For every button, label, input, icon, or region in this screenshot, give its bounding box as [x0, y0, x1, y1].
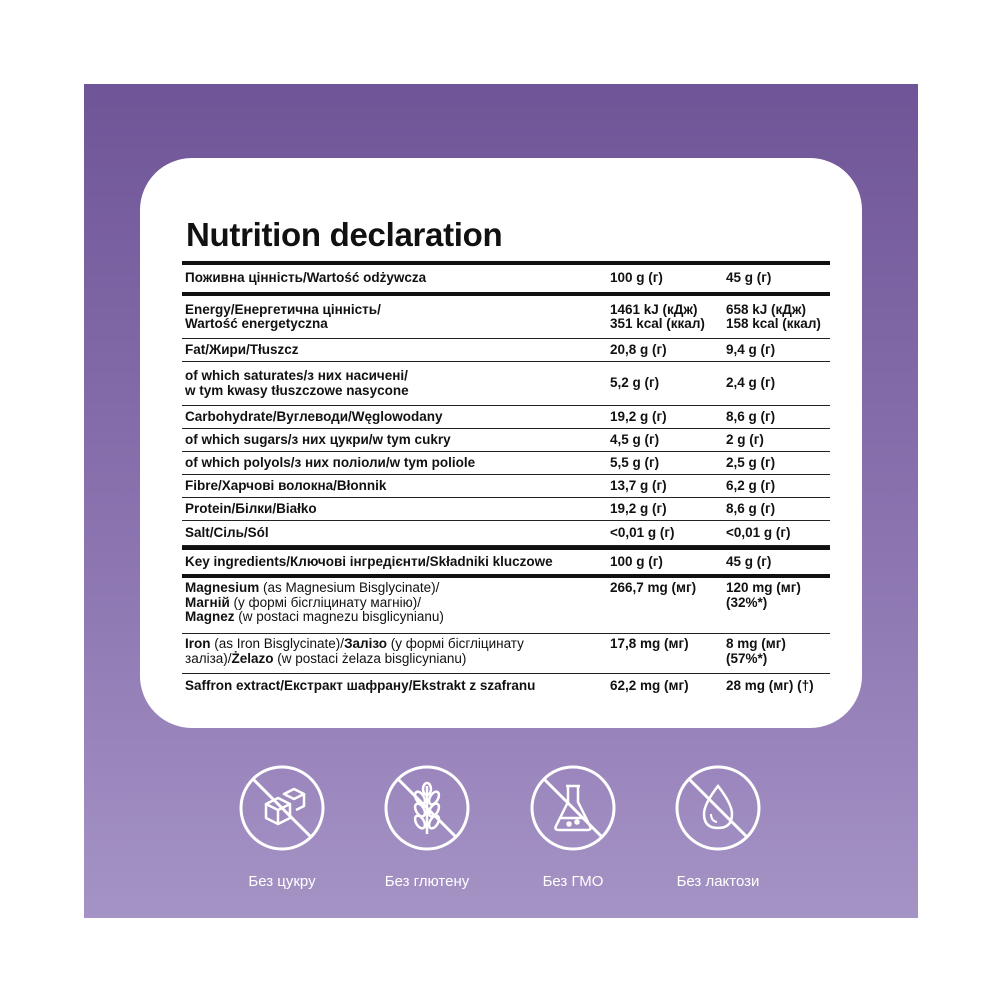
- table-row: [182, 406, 830, 429]
- key-ingredients-header: [182, 546, 830, 578]
- value-100g: 13,7 g (г): [610, 478, 667, 493]
- no-gluten-icon: [383, 764, 471, 852]
- value-45g: 8,6 g (г): [726, 409, 776, 424]
- no-gmo-icon: [529, 764, 617, 852]
- no-sugar-icon: [238, 764, 326, 852]
- value-45g: 28 mg (мг) (†): [726, 678, 814, 693]
- feature-label: Без глютену: [384, 873, 470, 890]
- value-100g: 62,2 mg (мг): [610, 678, 689, 693]
- value-100g: 17,8 mg (мг): [610, 637, 689, 651]
- row-label: Saffron extract/Екстракт шафрану/Ekstrakt z szafranu: [185, 678, 536, 693]
- table-row: [182, 429, 830, 452]
- value-45g: 158 kcal (ккал): [726, 316, 821, 331]
- value-45g-percent: (57%*): [726, 650, 768, 666]
- ingredient-name: Żelazo: [231, 650, 274, 666]
- ingredient-name: Magnez: [185, 609, 235, 624]
- feature-no-lactose: [663, 764, 773, 890]
- ingredient-form: (у формі бісгліцинату: [386, 637, 524, 651]
- value-45g: 2 g (г): [726, 432, 764, 447]
- value-45g: 120 mg (мг): [726, 581, 801, 595]
- value-100g: 19,2 g (г): [610, 501, 667, 516]
- table-row: [182, 578, 830, 634]
- feature-label: Без ГМО: [542, 873, 604, 890]
- nutrition-card: [140, 158, 862, 728]
- ingredient-name: Магній: [185, 594, 230, 610]
- row-label: Carbohydrate/Вуглеводи/Węglowodany: [185, 409, 443, 424]
- value-45g: 8,6 g (г): [726, 501, 776, 516]
- value-100g: 4,5 g (г): [610, 432, 660, 447]
- product-panel: [84, 84, 918, 918]
- no-lactose-icon: [674, 764, 762, 852]
- feature-label: Без лактози: [676, 873, 760, 890]
- header-col-45g: 45 g (г): [726, 271, 772, 286]
- value-100g: 20,8 g (г): [610, 342, 667, 357]
- row-label: Protein/Білки/Białko: [185, 501, 317, 516]
- value-100g: 1461 kJ (кДж): [610, 302, 698, 317]
- ingredient-form: (as Magnesium Bisglycinate)/: [259, 581, 440, 595]
- header-label: Поживна цінність/Wartość odżywcza: [185, 271, 427, 286]
- page-title: Nutrition declaration: [186, 216, 503, 253]
- key-header-col-100g: 100 g (г): [610, 554, 663, 569]
- value-45g-percent: (32%*): [726, 594, 768, 610]
- row-label: Fat/Жири/Tłuszcz: [185, 342, 299, 357]
- ingredient-name: Iron: [185, 637, 211, 651]
- row-label: Wartość energetyczna: [185, 316, 328, 331]
- ingredient-name: Magnesium: [185, 581, 260, 595]
- ingredient-form: (у формі бісгліцинату магнію)/: [229, 594, 421, 610]
- row-label: Fibre/Харчові волокна/Błonnik: [185, 478, 387, 493]
- feature-no-gmo: [518, 764, 628, 890]
- value-45g: 658 kJ (кДж): [726, 302, 806, 317]
- row-label: w tym kwasy tłuszczowe nasycone: [185, 382, 409, 398]
- value-45g: <0,01 g (г): [726, 525, 791, 540]
- feature-no-gluten: [372, 764, 482, 890]
- key-header-col-45g: 45 g (г): [726, 554, 772, 569]
- value-45g: 6,2 g (г): [726, 478, 776, 493]
- feature-label: Без цукру: [248, 873, 316, 890]
- value-100g: 5,2 g (г): [610, 376, 660, 391]
- nutrition-table: [182, 261, 830, 698]
- ingredient-form: (as Iron Bisglycinate)/: [210, 637, 345, 651]
- row-label: Energy/Енергетична цінність/: [185, 302, 381, 317]
- value-100g: 5,5 g (г): [610, 455, 660, 470]
- table-row: [182, 498, 830, 521]
- table-row: [182, 362, 830, 406]
- table-header: [182, 265, 830, 296]
- row-label: Salt/Сіль/Sól: [185, 525, 269, 540]
- feature-no-sugar: [227, 764, 337, 890]
- ingredient-name: Залізо: [344, 637, 387, 651]
- row-label: of which saturates/з них насичені/: [185, 369, 408, 383]
- value-45g: 2,4 g (г): [726, 376, 776, 391]
- row-label: of which sugars/з них цукри/w tym cukry: [185, 432, 451, 447]
- table-row: [182, 634, 830, 674]
- value-100g: 19,2 g (г): [610, 409, 667, 424]
- row-label: of which polyols/з них поліоли/w tym poliole: [185, 455, 476, 470]
- feature-icons: [84, 764, 918, 890]
- table-row: [182, 452, 830, 475]
- value-100g: 266,7 mg (мг): [610, 581, 697, 595]
- ingredient-form: заліза)/: [185, 650, 232, 666]
- table-row: [182, 339, 830, 362]
- value-100g: <0,01 g (г): [610, 525, 675, 540]
- table-row: [182, 296, 830, 339]
- table-row: [182, 475, 830, 498]
- value-45g: 8 mg (мг): [726, 637, 786, 651]
- ingredient-form: (w postaci żelaza bisglicynianu): [273, 650, 467, 666]
- value-45g: 9,4 g (г): [726, 342, 776, 357]
- key-header-label: Key ingredients/Ключові інгредієнти/Składniki kluczowe: [185, 554, 553, 569]
- value-45g: 2,5 g (г): [726, 455, 776, 470]
- table-row: [182, 521, 830, 546]
- ingredient-form: (w postaci magnezu bisglicynianu): [234, 609, 444, 624]
- table-row: [182, 674, 830, 698]
- header-col-100g: 100 g (г): [610, 271, 663, 286]
- value-100g: 351 kcal (ккал): [610, 316, 705, 331]
